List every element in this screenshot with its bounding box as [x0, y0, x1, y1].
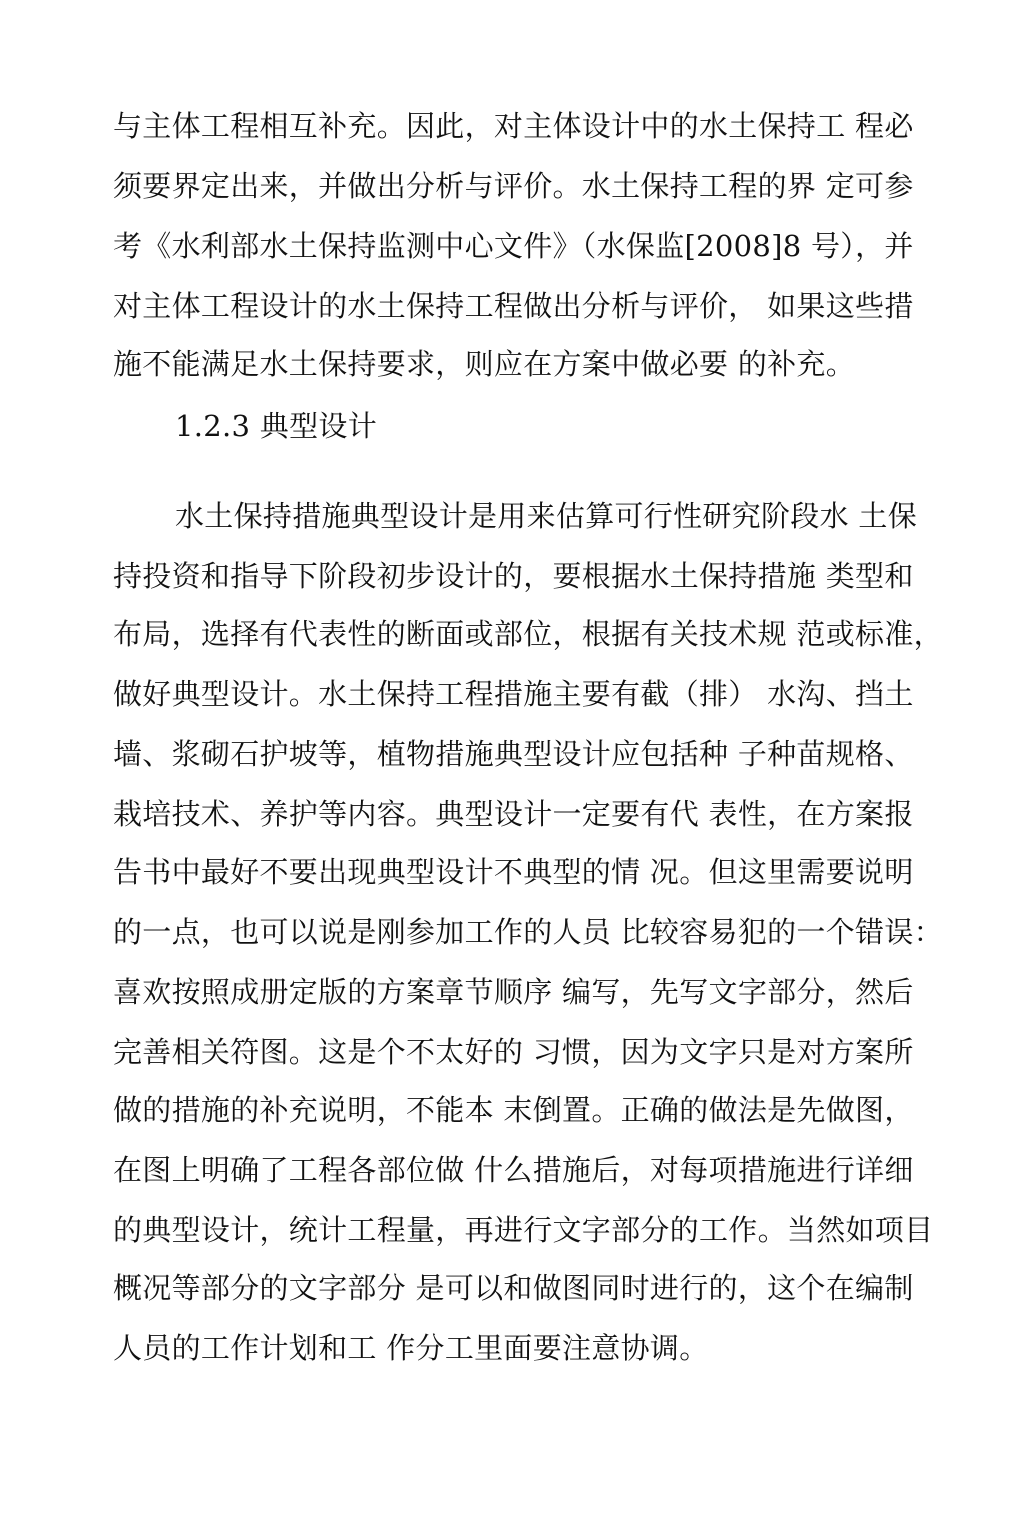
paragraph-2-line-12: 在图上明确了工程各部位做 什么措施后，对每项措施进行详细	[113, 1153, 914, 1187]
paragraph-2-line-9: 喜欢按照成册定版的方案章节顺序 编写，先写文字部分，然后	[113, 975, 914, 1009]
paragraph-2-line-2: 持投资和指导下阶段初步设计的，要根据水土保持措施 类型和	[113, 559, 914, 593]
section-heading: 1.2.3 典型设计	[175, 409, 378, 443]
paragraph-1-line-2: 须要界定出来，并做出分析与评价。水土保持工程的界 定可参	[113, 169, 914, 203]
paragraph-2-line-15: 人员的工作计划和工 作分工里面要注意协调。	[113, 1331, 709, 1365]
paragraph-1-line-1: 与主体工程相互补充。因此，对主体设计中的水土保持工 程必	[113, 109, 914, 143]
paragraph-2-line-3: 布局，选择有代表性的断面或部位，根据有关技术规 范或标准，	[113, 617, 943, 651]
paragraph-2-line-7: 告书中最好不要出现典型设计不典型的情 况。但这里需要说明	[113, 855, 914, 889]
paragraph-1-line-3: 考《水利部水土保持监测中心文件》（水保监[2008]8 号），并	[113, 229, 914, 263]
paragraph-2-line-10: 完善相关符图。这是个不太好的 习惯，因为文字只是对方案所	[113, 1035, 914, 1069]
paragraph-2-line-13: 的典型设计，统计工程量，再进行文字部分的工作。当然如项目	[113, 1213, 934, 1247]
paragraph-2-line-8: 的一点，也可以说是刚参加工作的人员 比较容易犯的一个错误：	[113, 915, 943, 949]
paragraph-2-line-1: 水土保持措施典型设计是用来估算可行性研究阶段水 土保	[175, 499, 918, 533]
paragraph-1-line-4: 对主体工程设计的水土保持工程做出分析与评价， 如果这些措	[113, 289, 914, 323]
paragraph-2-line-4: 做好典型设计。水土保持工程措施主要有截（排） 水沟、挡土	[113, 677, 914, 711]
paragraph-2-line-6: 栽培技术、养护等内容。典型设计一定要有代 表性，在方案报	[113, 797, 914, 831]
paragraph-1-line-5: 施不能满足水土保持要求，则应在方案中做必要 的补充。	[113, 347, 856, 381]
paragraph-2-line-14: 概况等部分的文字部分 是可以和做图同时进行的，这个在编制	[113, 1271, 914, 1305]
paragraph-2-line-5: 墙、浆砌石护坡等，植物措施典型设计应包括种 子种苗规格、	[113, 737, 914, 771]
paragraph-2-line-11: 做的措施的补充说明，不能本 末倒置。正确的做法是先做图，	[113, 1093, 914, 1127]
